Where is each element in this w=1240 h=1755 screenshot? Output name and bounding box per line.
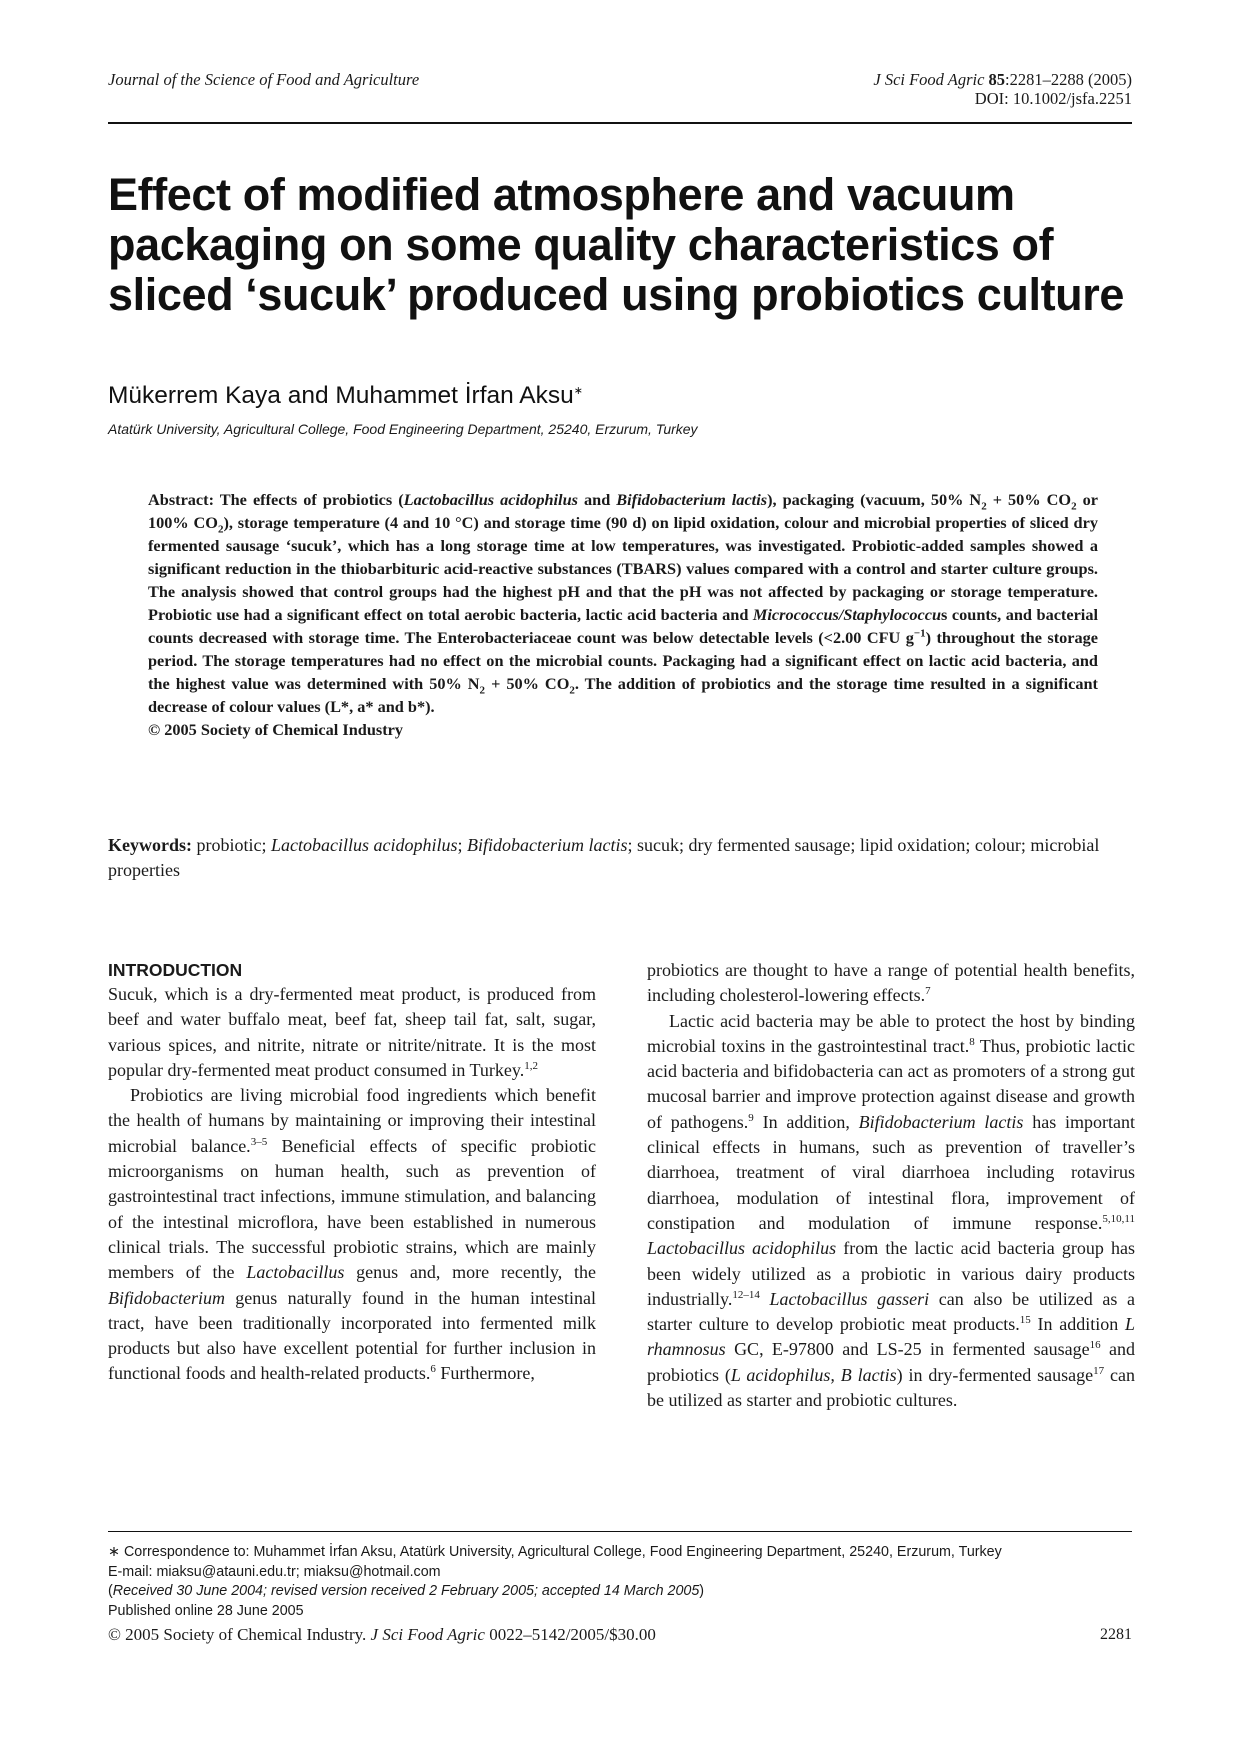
paper-title: Effect of modified atmosphere and vacuum packaging on some quality characteristics of sliced ‘sucuk’ produced using probiotics culture (108, 169, 1124, 320)
paragraph-text: Probiotics are living microbial food ingredients which benefit the health of humans by maintaining or improving their intestinal microbial balance. (108, 1085, 596, 1156)
abstract-text: . The addition of probiotics and the storage time resulted in a significant decrease of colour values (L*, a* and b*). (148, 674, 1098, 716)
received-text: Received 30 June 2004; revised version received 2 February 2005; accepted 14 March 2005 (112, 1583, 700, 1599)
species-name: Lactobacillus acidophilus (647, 1238, 837, 1259)
paragraph (647, 1009, 1135, 1414)
paragraph-text: genus naturally found in the human intestinal tract, have been traditionally incorporated into fermented milk products but also have excellent potential for further inclusion in functional foods and health-related products. (108, 1287, 596, 1384)
citation-ref: 8 (969, 1035, 975, 1048)
section-heading: INTRODUCTION (108, 960, 243, 980)
paragraph-text: Lactic acid bacteria may be able to protect the host by binding microbial toxins in the gastrointestinal tract. (647, 1010, 1135, 1056)
abstract (148, 488, 1098, 741)
published-date: Published online 28 June 2005 (108, 1602, 304, 1619)
paragraph-text: probiotics are thought to have a range of potential health benefits, including cholesterol-lowering effects. (647, 960, 1135, 1006)
species-name: Lactobacillus gasseri (759, 1288, 930, 1309)
keyword-text: ; (457, 835, 468, 855)
paragraph-text: genus and, more recently, the (344, 1262, 596, 1283)
keyword-text: probiotic; (192, 835, 271, 855)
species-name: Bifidobacterium lactis (616, 490, 768, 509)
footnote (108, 1543, 1132, 1621)
keywords-label: Keywords: (108, 835, 192, 855)
paragraph (647, 958, 1135, 1009)
abstract-text: ), storage temperature (4 and 10 °C) and storage time (90 d) on lipid oxidation, colour and microbial properties of sliced dry fermented sausage ‘sucuk’, which has a long storage time at low temperatures, was investigated. Probiotic-added samples showed a significant reduction in the thiobarbituric acid-reactive substances (TBARS) values compared with a control and starter culture groups. The analysis showed that control groups had the highest pH and that the pH was not affected by packaging or storage temperature. Probiotic use had a significant effect on total aerobic bacteria, lactic acid bacteria and (148, 513, 1098, 624)
abstract-text: s counts, and bacterial counts decreased with storage time. The Enterobacteriaceae count was below detectable levels (<2.00 CFU g (148, 605, 1098, 647)
paragraph-text: In addition (1030, 1314, 1125, 1335)
paragraph-text: and probiotics ( (647, 1339, 1135, 1385)
citation-volume: 85 (988, 70, 1006, 89)
author-names: Mükerrem Kaya and Muhammet İrfan Aksu (108, 382, 574, 409)
subscript: 2 (981, 500, 987, 513)
keyword-species: Bifidobacterium lactis (467, 835, 628, 855)
keyword-species: Lactobacillus acidophilus (271, 835, 458, 855)
genus-name: Bifidobacterium (108, 1287, 225, 1308)
footer-copyright (108, 1625, 656, 1645)
species-name: L acidophilus, B lactis (730, 1364, 897, 1385)
paragraph-text: In addition, (753, 1111, 859, 1132)
abstract-text: + 50% CO (485, 674, 570, 693)
authors (108, 382, 583, 410)
page-number: 2281 (1100, 1626, 1132, 1643)
paragraph-text: Furthermore, (435, 1363, 535, 1384)
paragraph-text: GC, E-97800 and LS-25 in fermented sausage (725, 1339, 1090, 1360)
abstract-text: ), packaging (vacuum, 50% N (767, 490, 982, 509)
citation (873, 70, 1132, 108)
correspondence: ∗ Correspondence to: Muhammet İrfan Aksu, Atatürk University, Agricultural College, Food Engineering Department, 25240, Erzurum, Turkey (108, 1544, 1002, 1560)
citation-ref: 17 (1093, 1364, 1105, 1377)
keywords (108, 833, 1138, 883)
abstract-text: The effects of probiotics ( (214, 490, 404, 509)
keyword-text: ; sucuk; dry fermented sausage; lipid oxidation; colour; microbial properties (108, 835, 1100, 880)
subscript: 2 (1071, 500, 1077, 513)
body-column-left (108, 958, 596, 1387)
abstract-copyright: © 2005 Society of Chemical Industry (148, 720, 404, 739)
paragraph-text: Beneficial effects of specific probiotic microorganisms on human health, such as prevention of gastrointestinal tract infections, immune stimulation, and balancing of the intestinal microflora, have been established in numerous clinical trials. The successful probiotic strains, which are mainly members of the (108, 1135, 596, 1283)
footer-copy-text: © 2005 Society of Chemical Industry. (108, 1625, 371, 1644)
citation-ref: 7 (925, 985, 931, 998)
citation-journal: J Sci Food Agric (873, 70, 985, 89)
paragraph-text: Sucuk, which is a dry-fermented meat product, is produced from beef and water buffalo meat, beef fat, sheep tail fat, salt, sugar, various spices, and nitrite, nitrate or nitrite/nitrate. It is the most popular dry-fermented meat product consumed in Turkey. (108, 984, 596, 1080)
citation-ref: 16 (1089, 1339, 1101, 1352)
subscript: 2 (479, 684, 486, 697)
species-name: L rhamnosus (647, 1314, 1135, 1360)
species-name: Lactobacillus acidophilus (403, 490, 578, 509)
citation-ref: 9 (748, 1111, 754, 1124)
paragraph-text: can be utilized as starter and probiotic cultures. (647, 1364, 1135, 1411)
subscript: 2 (217, 523, 224, 536)
email: E-mail: miaksu@atauni.edu.tr; miaksu@hotmail.com (108, 1563, 441, 1580)
citation-ref: 1,2 (524, 1059, 538, 1072)
corresponding-mark: ∗ (573, 384, 583, 397)
superscript: −1 (913, 627, 926, 640)
abstract-text: + 50% CO (986, 490, 1072, 509)
paragraph (108, 982, 596, 1083)
footer-issn: 0022–5142/2005/$30.00 (484, 1625, 656, 1644)
journal-name: Journal of the Science of Food and Agriculture (108, 70, 420, 89)
citation-ref: 3–5 (250, 1135, 268, 1148)
species-name: Micrococcus/Staphylococcu (752, 605, 942, 624)
body-column-right (647, 958, 1135, 1413)
abstract-text: and (577, 490, 617, 509)
footnote-rule (108, 1531, 1132, 1532)
subscript: 2 (569, 684, 575, 697)
citation-pages: :2281–2288 (2005) (1005, 70, 1132, 89)
received-dates: (Received 30 June 2004; revised version received 2 February 2005; accepted 14 March 2005) (108, 1583, 705, 1599)
paragraph-text: ) in dry-fermented sausage (896, 1364, 1094, 1385)
footer-journal: J Sci Food Agric (370, 1625, 485, 1644)
abstract-text: ) throughout the storage period. The storage temperatures had no effect on the microbial counts. Packaging had a significant effect on lactic acid bacteria, and the highest value was determined with 50% N (148, 628, 1098, 693)
citation-ref: 15 (1019, 1314, 1031, 1327)
paragraph-text: has important clinical effects in humans, such as prevention of traveller’s diarrhoea, treatment of viral diarrhoea including rotavirus diarrhoea, modulation of intestinal flora, improvement of constipation and modulation of immune response. (647, 1111, 1136, 1233)
citation-ref: 6 (430, 1363, 436, 1376)
abstract-text: or 100% CO (148, 490, 1098, 532)
paragraph (108, 1083, 596, 1387)
affiliation: Atatürk University, Agricultural College, Food Engineering Department, 25240, Erzurum, Turkey (108, 421, 698, 437)
doi: DOI: 10.1002/jsfa.2251 (974, 89, 1132, 108)
abstract-label: Abstract: (148, 490, 215, 509)
header-rule (108, 122, 1132, 124)
genus-name: Lactobacillus (246, 1262, 345, 1283)
paragraph-text: Thus, probiotic lactic acid bacteria and bifidobacteria can act as promoters of a strong gut mucosal barrier and improve protection against disease and growth of pathogens. (647, 1035, 1135, 1132)
citation-ref: 5,10,11 (1102, 1212, 1135, 1225)
paragraph-text: from the lactic acid bacteria group has been widely utilized as a probiotic in various dairy products industrially. (647, 1238, 1135, 1309)
citation-ref: 12–14 (732, 1288, 760, 1301)
species-name: Bifidobacterium lactis (858, 1111, 1024, 1132)
paragraph-text: can also be utilized as a starter culture to develop probiotic meat products. (647, 1288, 1135, 1335)
